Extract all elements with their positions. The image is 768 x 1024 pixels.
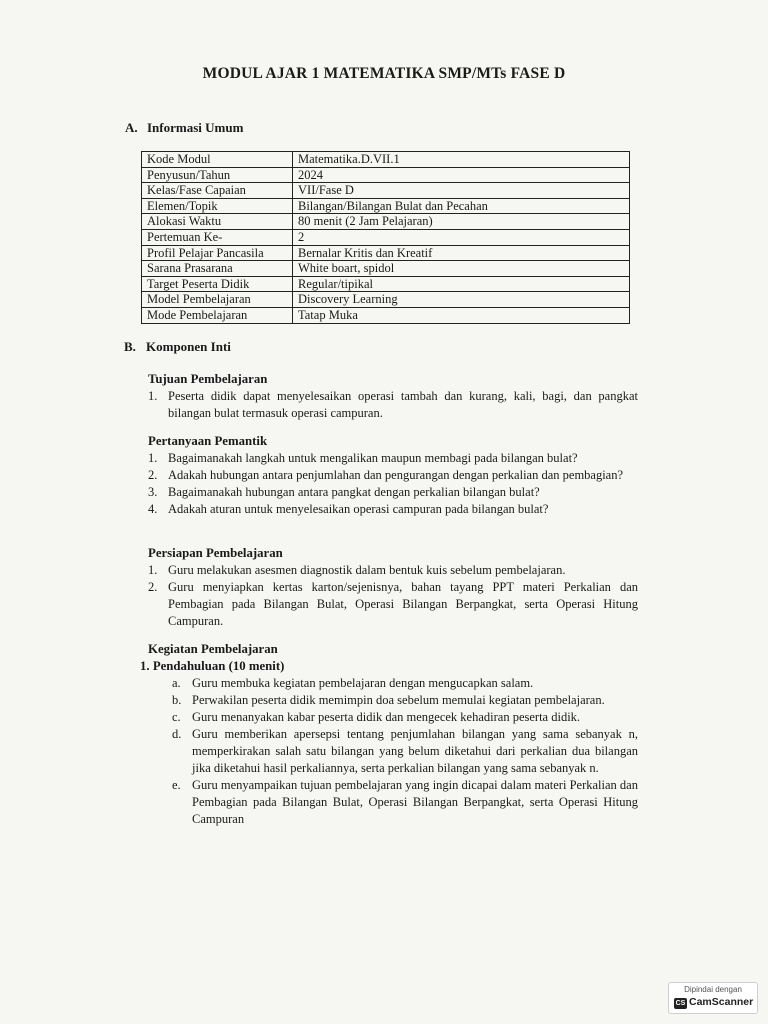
list-item-number: 2. xyxy=(148,468,158,482)
page-title: MODUL AJAR 1 MATEMATIKA SMP/MTs FASE D xyxy=(202,65,566,82)
list-item-number: d. xyxy=(172,727,182,741)
section-b-heading xyxy=(124,339,231,355)
info-table-row xyxy=(142,261,630,277)
info-key: Target Peserta Didik xyxy=(142,276,293,292)
list-item-number: e. xyxy=(172,778,181,792)
persiapan-section xyxy=(148,545,638,630)
list-item-text: Adakah hubungan antara penjumlahan dan pengurangan dengan perkalian dan pembagian? xyxy=(168,468,624,482)
info-table-row xyxy=(142,198,630,214)
info-value: Discovery Learning xyxy=(293,292,630,308)
kegiatan-heading: Kegiatan Pembelajaran xyxy=(148,642,278,656)
info-table-row xyxy=(142,183,630,199)
list-item-text: Guru menanyakan kabar peserta didik dan mengecek kehadiran peserta didik. xyxy=(192,710,581,724)
info-table-row xyxy=(142,276,630,292)
list-item-number: 1. xyxy=(148,389,158,403)
list-item-text: Perwakilan peserta didik memimpin doa sebelum memulai kegiatan pembelajaran. xyxy=(192,693,605,707)
pendahuluan-number: 1. xyxy=(140,659,150,673)
info-key: Sarana Prasarana xyxy=(142,261,293,277)
tujuan-list xyxy=(148,388,638,422)
info-table-row xyxy=(142,245,630,261)
list-item-text: Guru menyiapkan kertas karton/sejenisnya, bahan tayang PPT materi Perkalian dan Pembagian pada Bilangan Bulat, Operasi Bilangan Berpangkat, serta Operasi Hitung Campuran. xyxy=(168,580,638,628)
info-table-row xyxy=(142,214,630,230)
info-value: White boart, spidol xyxy=(293,261,630,277)
info-key: Mode Pembelajaran xyxy=(142,307,293,323)
section-b-number: B. xyxy=(124,339,136,354)
info-key: Model Pembelajaran xyxy=(142,292,293,308)
list-item xyxy=(148,726,638,777)
info-key: Profil Pelajar Pancasila xyxy=(142,245,293,261)
info-value: 2024 xyxy=(293,167,630,183)
list-item xyxy=(148,450,638,467)
info-table-row xyxy=(142,167,630,183)
info-key: Alokasi Waktu xyxy=(142,214,293,230)
list-item xyxy=(148,777,638,828)
list-item xyxy=(148,562,638,579)
pemantik-section xyxy=(148,433,638,518)
watermark-caption: Dipindai dengan xyxy=(684,985,742,994)
list-item-text: Bagaimanakah langkah untuk mengalikan maupun membagi pada bilangan bulat? xyxy=(168,451,578,465)
info-key: Penyusun/Tahun xyxy=(142,167,293,183)
info-value: VII/Fase D xyxy=(293,183,630,199)
info-value: Tatap Muka xyxy=(293,307,630,323)
list-item xyxy=(148,501,638,518)
list-item-number: 1. xyxy=(148,451,158,465)
section-a-number: A. xyxy=(125,120,138,135)
tujuan-section xyxy=(148,371,638,422)
info-value: Matematika.D.VII.1 xyxy=(293,152,630,168)
info-value: 2 xyxy=(293,229,630,245)
list-item-number: 4. xyxy=(148,502,158,516)
list-item xyxy=(148,579,638,630)
section-a-label: Informasi Umum xyxy=(147,120,244,135)
info-key: Elemen/Topik xyxy=(142,198,293,214)
section-b-label: Komponen Inti xyxy=(146,339,231,354)
list-item xyxy=(148,692,638,709)
list-item xyxy=(148,675,638,692)
list-item-text: Guru menyampaikan tujuan pembelajaran yang ingin dicapai dalam materi Perkalian dan Pembagian pada Bilangan Bulat, Operasi Bilangan Berpangkat, serta Operasi Hitung Campuran xyxy=(192,778,638,826)
kegiatan-section xyxy=(140,641,638,828)
camscanner-logo-icon: CS xyxy=(675,1000,686,1007)
list-item xyxy=(148,709,638,726)
watermark-brand: CamScanner xyxy=(689,996,754,1008)
pemantik-heading: Pertanyaan Pemantik xyxy=(148,434,268,448)
info-value: Regular/tipikal xyxy=(293,276,630,292)
info-value: 80 menit (2 Jam Pelajaran) xyxy=(293,214,630,230)
info-table-row xyxy=(142,292,630,308)
list-item-text: Peserta didik dapat menyelesaikan operasi tambah dan kurang, kali, bagi, dan pangkat bilangan bulat termasuk operasi campuran. xyxy=(168,389,638,420)
list-item-number: a. xyxy=(172,676,181,690)
kegiatan-list xyxy=(148,675,638,828)
list-item xyxy=(148,388,638,422)
list-item-number: c. xyxy=(172,710,181,724)
info-table-row xyxy=(142,152,630,168)
camscanner-watermark xyxy=(668,982,758,1014)
info-value: Bernalar Kritis dan Kreatif xyxy=(293,245,630,261)
info-key: Kode Modul xyxy=(142,152,293,168)
persiapan-list xyxy=(148,562,638,630)
list-item-number: 1. xyxy=(148,563,158,577)
section-a-heading xyxy=(125,120,243,136)
persiapan-heading: Persiapan Pembelajaran xyxy=(148,546,283,560)
pendahuluan-label: Pendahuluan (10 menit) xyxy=(152,659,285,673)
list-item-number: 2. xyxy=(148,580,158,594)
info-table-row xyxy=(142,229,630,245)
info-table-row xyxy=(142,307,630,323)
list-item-number: 3. xyxy=(148,485,158,499)
list-item xyxy=(148,484,638,501)
tujuan-heading: Tujuan Pembelajaran xyxy=(148,372,268,386)
list-item-text: Adakah aturan untuk menyelesaikan operasi campuran pada bilangan bulat? xyxy=(168,502,549,516)
info-key: Kelas/Fase Capaian xyxy=(142,183,293,199)
list-item-number: b. xyxy=(172,693,182,707)
list-item-text: Guru memberikan apersepsi tentang penjumlahan bilangan yang sama sebanyak n, memperkirakan salah satu bilangan yang belum diketahui dari perkalian dua bilangan jika diketahui hasil perkaliannya, serta perkalian bilangan yang sama sebanyak n. xyxy=(192,727,638,775)
pemantik-list xyxy=(148,450,638,518)
info-key: Pertemuan Ke- xyxy=(142,229,293,245)
list-item-text: Bagaimanakah hubungan antara pangkat dengan perkalian bilangan bulat? xyxy=(168,485,540,499)
list-item-text: Guru membuka kegiatan pembelajaran dengan mengucapkan salam. xyxy=(192,676,534,690)
list-item xyxy=(148,467,638,484)
info-value: Bilangan/Bilangan Bulat dan Pecahan xyxy=(293,198,630,214)
list-item-text: Guru melakukan asesmen diagnostik dalam bentuk kuis sebelum pembelajaran. xyxy=(168,563,566,577)
pendahuluan-heading xyxy=(140,658,638,675)
info-table xyxy=(141,151,630,324)
